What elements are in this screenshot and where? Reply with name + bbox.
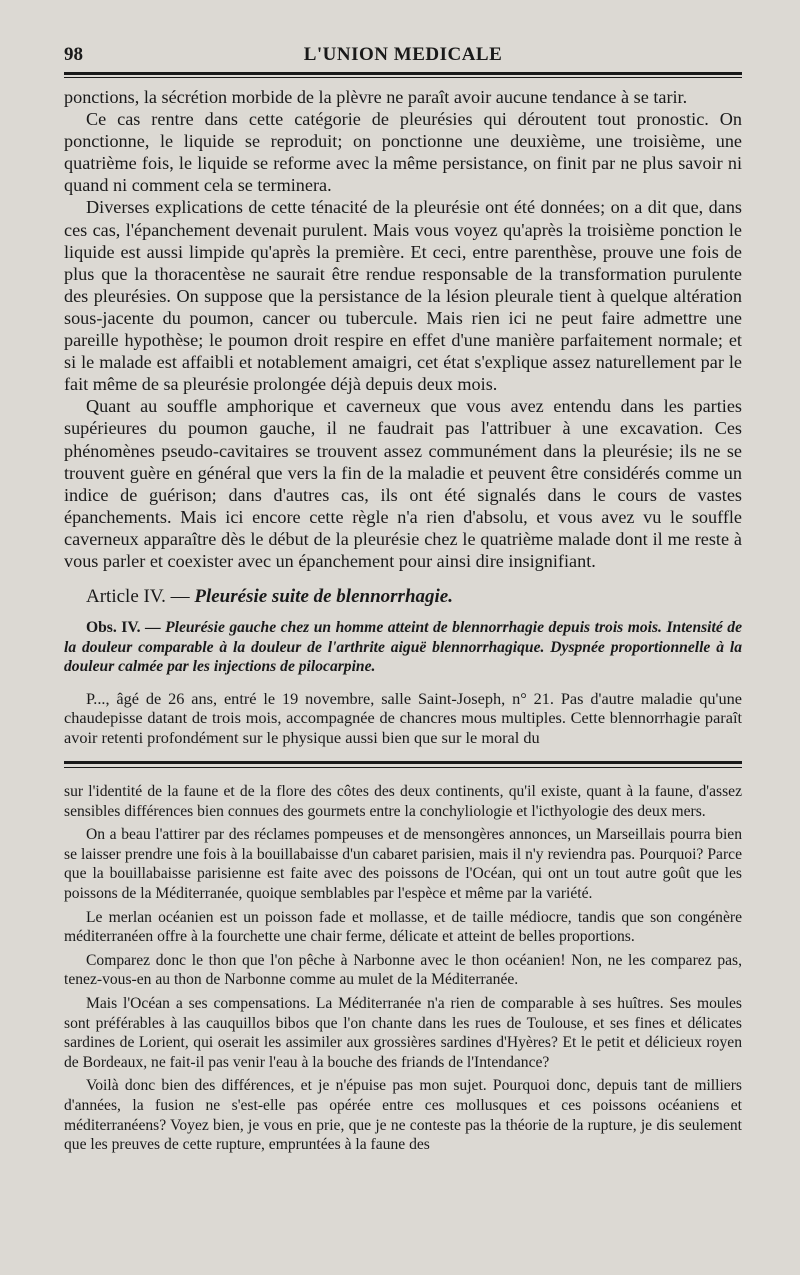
paragraph: Diverses explications de cette ténacité de la pleurésie ont été données; on a dit que, dans ces cas, l'épanchement devenait purulent. Mais vous voyez qu'après la troisième ponction le liquide est aussi limpide qu'après la première. Et ceci, entre parenthèse, prouve une fois de plus que la thoracentèse ne saurait être rendue responsable de la transformation purulente des pleurésies. On suppose que la persistance de la lésion pleurale tient à quelque altération sous-jacente du poumon, cancer ou tubercule. Mais rien ici ne peut faire admettre une pareille hypothèse; le poumon droit respire en effet d'une manière parfaitement normale; et si le malade est affaibli et notablement amaigri, cet état s'explique assez naturellement par le fait même de sa pleurésie prolongée déjà depuis deux mois. [64,197,742,395]
paragraph: ponctions, la sécrétion morbide de la plèvre ne paraît avoir aucune tendance à se tarir. [64,87,688,107]
observation-text: Pleurésie gauche chez un homme atteint de blennorrhagie depuis trois mois. Intensité de la douleur comparable à la douleur de l'arthrite aiguë blennorrhagique. Dyspnée proportionnelle à la douleur calmée par les injections de pilocarpine. [64,619,742,676]
paragraph: Quant au souffle amphorique et caverneux que vous avez entendu dans les parties supérieures du poumon gauche, il ne faudrait pas l'attribuer à une excavation. Ces phénomènes pseudo-cavitaires se trouvent assez communément dans la pleurésie; ils ne se trouvent guère en général que vers la fin de la maladie et peuvent être considérés comme un indice de guérison; dans d'autres cas, ils ont été signalés dans le cours de vastes épanchements. Mais ici encore cette règle n'a rien d'absolu, et vous avez vu le souffle caverneux apparaître dès le début de la pleurésie chez le quatrième malade dont il me reste à vous parler et coexister avec un épanchement pour ainsi dire insignifiant. [64,396,742,571]
article-heading [86,586,742,608]
feuilleton-paragraph: Mais l'Océan a ses compensations. La Méditerranée n'a rien de comparable à ses huîtres. Ses moules sont préférables à las cauquillos bibos que l'on chante dans les rues de Toulouse, et ses fines et délicates sardines de Lorient, qui oserait les assimiler aux grossières sardines d'Hyères? Et le petit et délicieux royen de Bordeaux, ne fait-il pas venir l'eau à la bouche des friands de l'Intendance? [64,995,742,1071]
running-title: L'UNION MEDICALE [303,44,503,65]
feuilleton-paragraph: On a beau l'attirer par des réclames pompeuses et de mensongères annonces, un Marseillais pourra bien se laisser prendre une fois à la bouillabaisse d'un cabaret parisien, mais il n'y reviendra pas. Pourquoi? Parce que la bouillabaisse parisienne est faite avec des poissons de l'Océan, qui ont un tout autre goût que les poissons de la Méditerranée, quoique semblables par l'espèce et même par la variété. [64,826,742,903]
feuilleton-separator [64,761,742,764]
observation-summary [64,618,742,677]
page-header [64,34,742,64]
page-number: 98 [64,44,83,65]
feuilleton-paragraph: Comparez donc le thon que l'on pêche à Narbonne avec le thon océanien! Non, ne les comparez pas, tenez-vous-en au thon de Narbonne comme au mulet de la Méditerranée. [64,951,742,989]
feuilleton-separator-thin [64,767,742,768]
article-subtitle: Pleurésie suite de blennorrhagie. [194,586,453,608]
header-rule-thin [64,77,742,78]
observation-label: Obs. IV. — [86,619,161,637]
case-report [64,689,742,748]
main-text [64,86,742,747]
article-label: Article IV. — [86,586,190,608]
feuilleton-paragraph: Voilà donc bien des différences, et je n'épuise pas mon sujet. Pourquoi donc, depuis tant de milliers d'années, la fusion ne s'est-elle pas opérée entre ces mollusques et ces poissons océaniens et méditerranéens? Voyez bien, je vous en prie, que je ne conteste pas la théorie de la rupture, je dis seulement que les preuves de cette rupture, empruntées à la faune des [64,1077,742,1154]
feuilleton-paragraph: Le merlan océanien est un poisson fade et mollasse, et de taille médiocre, tandis que son congénère méditerranéen offre à la fourchette une chair ferme, délicate et atteint de belles proportions. [64,908,742,946]
paragraph: Ce cas rentre dans cette catégorie de pleurésies qui déroutent tout pronostic. On ponctionne, le liquide se reproduit; on ponctionne une deuxième, une troisième, une quatrième fois, le liquide se reforme avec la même persistance, on finit par ne plus savoir ni quand ni comment cela se terminera. [64,109,742,196]
feuilleton-section [64,782,742,1155]
header-rule [64,72,742,75]
case-text: P..., âgé de 26 ans, entré le 19 novembre, salle Saint-Joseph, n° 21. Pas d'autre maladie qu'une chaudepisse datant de trois mois, accompagnée de chancres mous multiples. Cette blennorrhagie paraît avoir retenti profondément sur le physique aussi bien que sur le moral du [64,688,742,747]
feuilleton-paragraph: sur l'identité de la faune et de la flore des côtes des deux continents, qu'il existe, quant à la faune, d'assez sensibles différences bien connues des gourmets entre la conchyliologie et l'icthyologie des deux mers. [64,783,742,820]
